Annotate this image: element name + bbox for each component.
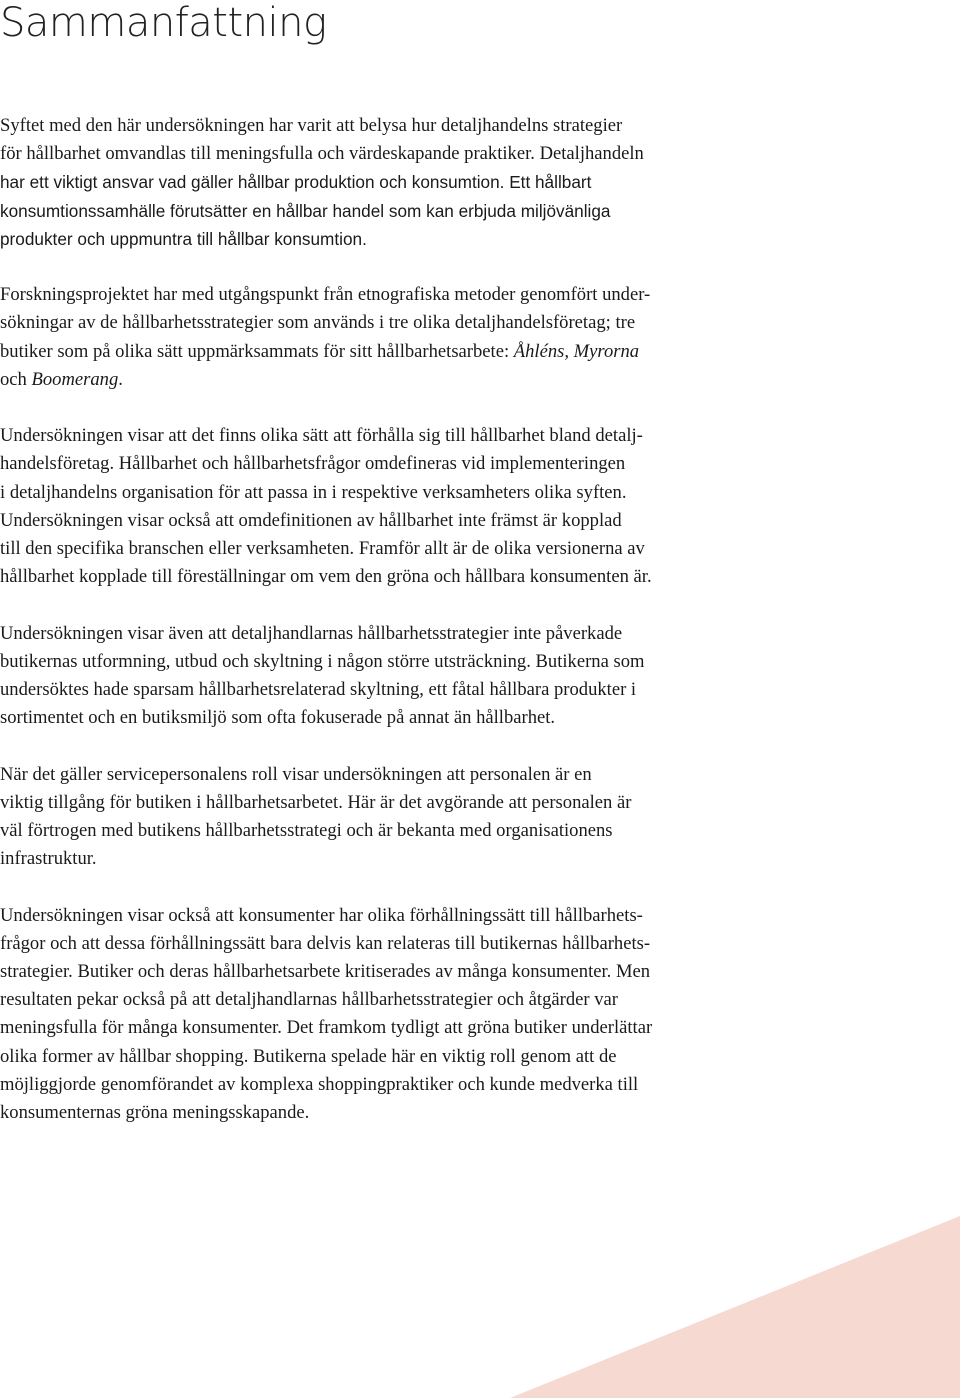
text-line: strategier. Butiker och deras hållbarhetsarbete kritiserades av många konsumenter. Men xyxy=(0,961,651,983)
text-line: viktig tillgång för butiken i hållbarhetsarbetet. Här är det avgörande att personalen är xyxy=(0,791,632,813)
text-line: sökningar av de hållbarhetsstrategier som används i tre olika detaljhandelsföretag; tre xyxy=(0,312,636,334)
paragraph-staff xyxy=(0,761,740,874)
company-name: Boomerang xyxy=(31,368,119,390)
text-line: Forskningsprojektet har med utgångspunkt från etnografiska metoder genomfört under- xyxy=(0,284,651,306)
paragraph-consumers xyxy=(0,902,740,1128)
text-line: för hållbarhet omvandlas till meningsfulla och värdeskapande praktiker. Detaljhandeln xyxy=(0,143,644,165)
text-line: handelsföretag. Hållbarhet och hållbarhetsfrågor omdefineras vid implementeringen xyxy=(0,453,626,475)
text-line xyxy=(0,338,740,366)
text-line: sortimentet och en butiksmiljö som ofta fokuserade på annat än hållbarhet. xyxy=(0,707,556,729)
text-line: i detaljhandelns organisation för att passa in i respektive verksamheters olika syften. xyxy=(0,481,627,503)
paragraph-stores xyxy=(0,620,740,733)
text-line: meningsfulla för många konsumenter. Det framkom tydligt att gröna butiker underlättar xyxy=(0,1017,653,1039)
text-line: till den specifika branschen eller verksamheten. Framför allt är de olika versionerna av xyxy=(0,538,645,560)
text-line: Undersökningen visar också att konsumenter har olika förhållningssätt till hållbarhets- xyxy=(0,904,643,926)
text-line: När det gäller servicepersonalens roll visar undersökningen att personalen är en xyxy=(0,763,592,785)
text-line: Undersökningen visar att det finns olika sätt att förhålla sig till hållbarhet bland detalj- xyxy=(0,425,643,447)
text-line: Undersökningen visar även att detaljhandlarnas hållbarhetsstrategier inte påverkade xyxy=(0,622,623,644)
text-line: produkter och uppmuntra till hållbar konsumtion. xyxy=(0,228,367,249)
corner-triangle xyxy=(510,1216,960,1398)
paragraph-purpose xyxy=(0,112,740,253)
text-line: konsumtionssamhälle förutsätter en hållbar handel som kan erbjuda miljövänliga xyxy=(0,200,611,221)
text-line: infrastruktur. xyxy=(0,848,97,870)
company-names: Åhléns, Myrorna xyxy=(513,340,640,362)
summary-body xyxy=(0,112,740,1155)
text-line: har ett viktigt ansvar vad gäller hållbar produktion och konsumtion. Ett hållbart xyxy=(0,172,592,193)
text-line: resultaten pekar också på att detaljhandlarnas hållbarhetsstrategier och åtgärder var xyxy=(0,989,618,1011)
text-run: butiker som på olika sätt uppmärksammats för sitt hållbarhetsarbete: xyxy=(0,340,514,362)
text-run: och xyxy=(0,368,32,390)
text-run: . xyxy=(118,368,123,390)
text-line: olika former av hållbar shopping. Butikerna spelade här en viktig roll genom att de xyxy=(0,1045,617,1067)
text-line: undersöktes hade sparsam hållbarhetsrelaterad skyltning, ett fåtal hållbara produkter i xyxy=(0,679,637,701)
text-line: Undersökningen visar också att omdefinitionen av hållbarhet inte främst är kopplad xyxy=(0,509,622,531)
text-line: konsumenternas gröna meningsskapande. xyxy=(0,1102,310,1124)
text-line: Syftet med den här undersökningen har varit att belysa hur detaljhandelns strategier xyxy=(0,115,623,136)
paragraph-method xyxy=(0,281,740,394)
page-title: Sammanfattning xyxy=(0,0,327,46)
text-line: frågor och att dessa förhållningssätt bara delvis kan relateras till butikernas hållbarhets- xyxy=(0,932,651,954)
text-line: hållbarhet kopplade till föreställningar om vem den gröna och hållbara konsumenten är. xyxy=(0,566,652,588)
paragraph-findings xyxy=(0,422,740,591)
text-line xyxy=(0,366,740,394)
text-line: butikernas utformning, utbud och skyltning i någon större utsträckning. Butikerna som xyxy=(0,650,645,672)
text-line: möjliggjorde genomförandet av komplexa shoppingpraktiker och kunde medverka till xyxy=(0,1073,639,1095)
text-line: väl förtrogen med butikens hållbarhetsstrategi och är bekanta med organisationens xyxy=(0,820,613,842)
